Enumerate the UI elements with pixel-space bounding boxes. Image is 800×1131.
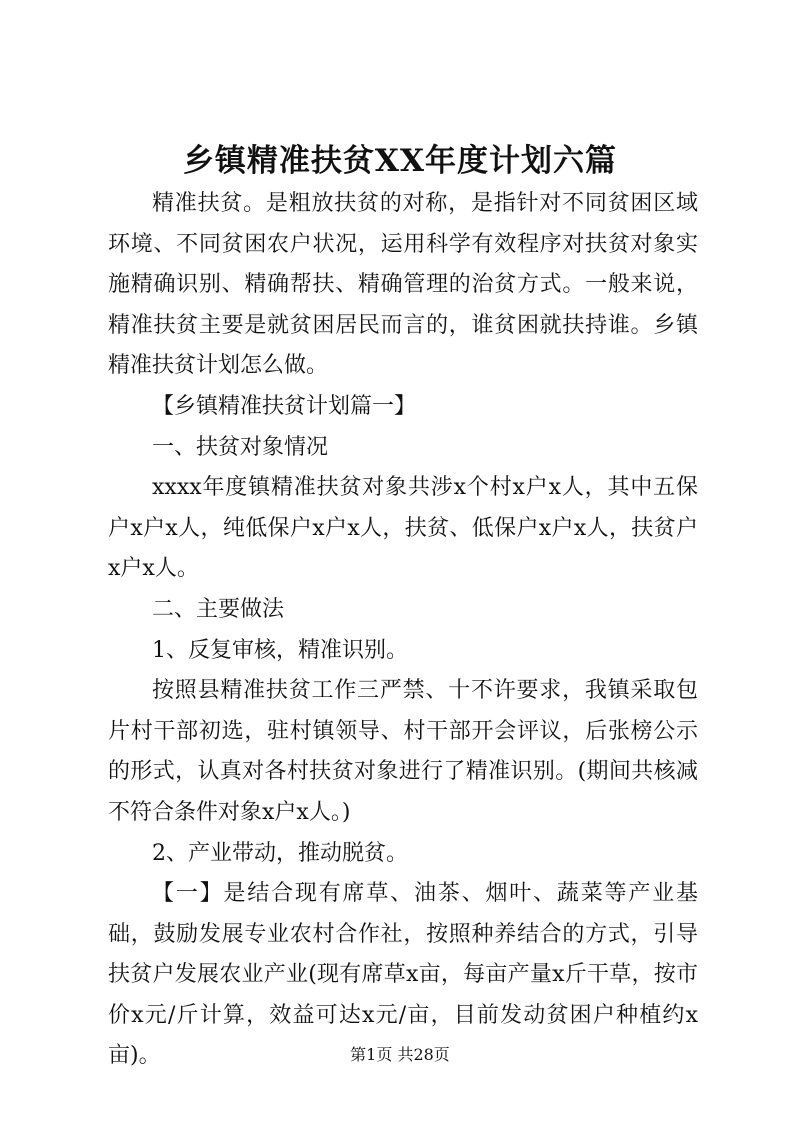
section-heading-plan-one: 【乡镇精准扶贫计划篇一】 (152, 393, 417, 419)
page-footer: 第1页 共28页 (350, 1045, 450, 1064)
paragraph-target-stats: xxxx年度镇精准扶贫对象共涉x个村x户x人，其中五保户x户x人，纯低保户x户x人，扶贫、低保户x户x人，扶贫户x户x人。 (108, 475, 698, 582)
document-body (108, 184, 698, 1077)
paragraph-industry: 【一】是结合现有席草、油茶、烟叶、蔬菜等产业基础，鼓励发展专业农村合作社，按照种养结合的方式，引导扶贫户发展农业产业(现有席草x亩，每亩产量x斤干草，按市价x元/斤计算，效益可达x元/亩，目前发动贫困户种植约x亩)。 (108, 881, 698, 1069)
paragraph-intro: 精准扶贫。是粗放扶贫的对称，是指针对不同贫困区域环境、不同贫困农户状况，运用科学有效程序对扶贫对象实施精确识别、精确帮扶、精确管理的治贫方式。一般来说，精准扶贫主要是就贫困居民而言的，谁贫困就扶持谁。乡镇精准扶贫计划怎么做。 (108, 191, 698, 379)
heading-target-situation: 一、扶贫对象情况 (152, 434, 329, 460)
heading-main-practices: 二、主要做法 (152, 596, 285, 622)
paragraph-identification: 按照县精准扶贫工作三严禁、十不许要求，我镇采取包片村干部初选，驻村镇领导、村干部开会评议，后张榜公示的形式，认真对各村扶贫对象进行了精准识别。(期间共核减不符合条件对象x户x人。) (108, 678, 698, 825)
subheading-industry: 2、产业带动，推动脱贫。 (152, 840, 408, 866)
document-title: 乡镇精准扶贫XX年度计划六篇 (182, 143, 618, 179)
subheading-identification: 1、反复审核，精准识别。 (152, 637, 408, 663)
